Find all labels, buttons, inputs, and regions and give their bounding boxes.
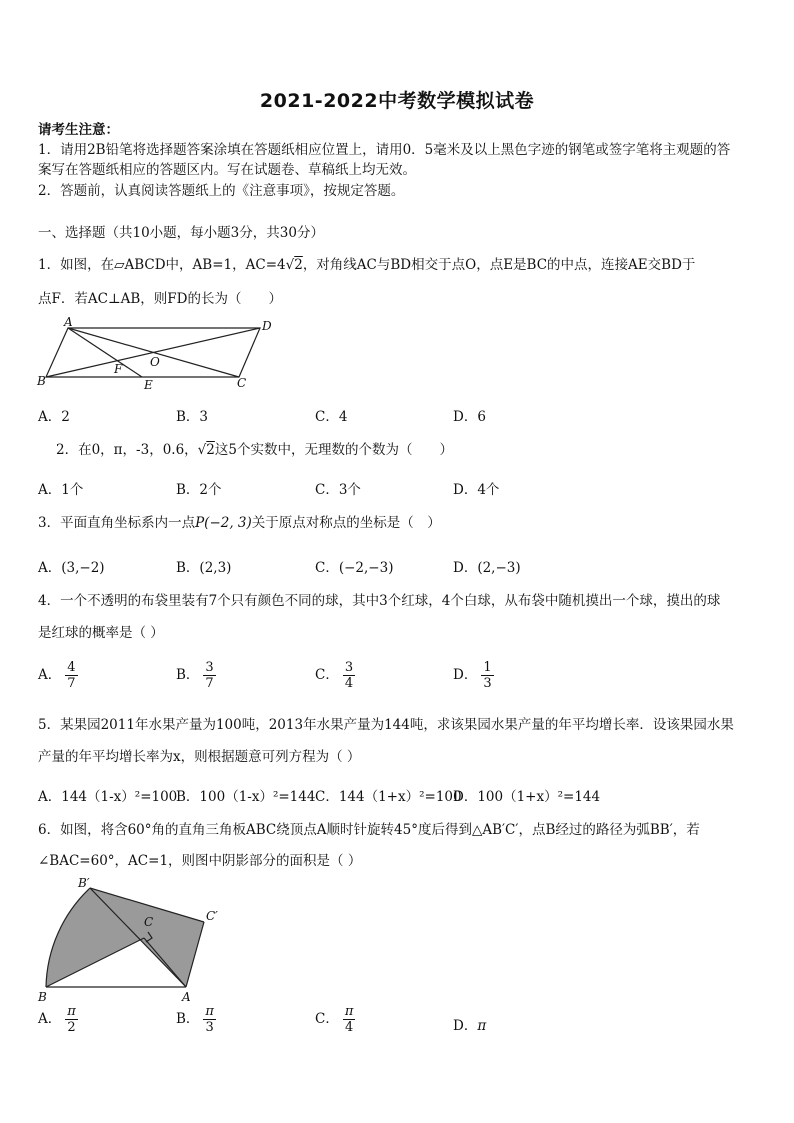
q2-option-a[interactable]: A．1个 [38,482,84,498]
label-B: B [37,374,46,388]
option-letter: D． [453,667,478,683]
label-O: O [150,355,160,369]
question-1-text-b: ，对角线AC与BD相交于点O，点E是BC的中点，连接AE交BD于 [302,257,696,273]
option-letter: D． [453,560,478,576]
q1-option-a[interactable]: A．2 [38,409,70,425]
option-value: (2,3) [199,560,232,576]
question-2-text-b: 这5个实数中，无理数的个数为（ ） [214,442,453,458]
fraction-numerator: π [67,1004,76,1019]
option-letter: A． [38,1011,62,1027]
fraction-numerator: 1 [483,660,492,675]
parallelogram-diagram [34,314,284,394]
question-4-line-2: 是红球的概率是（ ） [38,625,164,641]
question-5-line-1: 5．某果园2011年水果产量为100吨，2013年水果产量为144吨，求该果园水果产量的年平均增长率．设该果园水果 [38,717,734,733]
section-heading: 一、选择题（共10小题，每小题3分，共30分） [38,225,324,241]
label-C: C [237,376,247,390]
question-2 [56,441,453,459]
question-6-line-1: 6．如图，将含60°角的直角三角板ABC绕顶点A顺时针旋转45°度后得到△AB′C′，点B经过的路径为弧BB′，若 [38,822,700,838]
option-letter: A． [38,560,62,576]
question-1-text-a: 1．如图，在▱ABCD中，AB=1，AC=4 [38,257,286,273]
option-letter: C． [315,667,339,683]
notice-heading: 请考生注意： [38,122,119,138]
question-3 [38,514,441,532]
fraction-numerator: 3 [344,660,354,675]
sqrt-symbol: √ [197,442,207,458]
fraction [65,660,77,691]
option-value: (3,−2) [61,560,105,576]
sqrt-radicand: 2 [206,442,215,458]
q6-option-c[interactable] [315,1004,355,1035]
label-B-prime: B′ [78,876,90,890]
option-letter: C． [315,1011,339,1027]
fraction [481,660,493,691]
q5-option-c[interactable]: C．144（1+x）²=100 [315,789,462,805]
q1-option-d[interactable]: D．6 [453,409,486,425]
question-5-line-2: 产量的年平均增长率为x，则根据题意可列方程为（ ） [38,749,361,765]
question-6-line-2: ∠BAC=60°，AC=1，则图中阴影部分的面积是（ ） [38,853,362,869]
label-C-prime: C′ [206,909,218,923]
q4-option-a[interactable] [38,660,78,691]
q3-option-c[interactable] [315,556,393,576]
fraction-denominator: 7 [67,676,76,691]
fraction [203,660,215,691]
q5-option-d[interactable]: D．100（1+x）²=144 [453,789,601,805]
notice-item-2: 2．答题前，认真阅读答题纸上的《注意事项》，按规定答题。 [38,183,405,199]
q2-option-c[interactable]: C．3个 [315,482,361,498]
q6-option-d[interactable] [453,1014,486,1034]
fraction-denominator: 3 [205,1020,214,1035]
fraction [65,1004,78,1035]
rotated-triangle-diagram [34,872,234,1004]
q3-option-b[interactable] [176,556,231,576]
label-F: F [114,362,123,376]
q1-option-b[interactable]: B．3 [176,409,209,425]
option-letter: B． [176,667,200,683]
fraction [203,1004,216,1035]
fraction [343,660,355,691]
q2-option-b[interactable]: B．2个 [176,482,222,498]
question-1-line-2: 点F．若AC⊥AB，则FD的长为（ ） [38,291,283,307]
fraction [343,1004,356,1035]
question-1-line-1 [38,256,695,274]
fraction-numerator: 3 [205,660,214,675]
question-2-text-a: 2．在0，π，-3，0.6， [56,442,198,458]
point-p: P(−2, 3) [195,515,252,531]
q4-option-b[interactable] [176,660,216,691]
option-letter: B． [176,1011,200,1027]
option-letter: C． [315,560,339,576]
sqrt-radicand: 2 [294,257,303,273]
option-letter: B． [176,560,200,576]
fraction-denominator: 3 [483,676,492,691]
q4-option-d[interactable] [453,660,494,691]
option-value: π [477,1018,487,1034]
fraction-numerator: 4 [67,660,76,675]
question-3-text-a: 3．平面直角坐标系内一点 [38,515,196,531]
page-title: 2021-2022中考数学模拟试卷 [259,90,535,112]
option-value: (2,−3) [477,560,521,576]
option-letter: A． [38,667,62,683]
question-3-text-b: 关于原点对称点的坐标是（ ） [251,515,441,531]
label-A: A [182,990,191,1004]
notice-item-1-line-2: 案写在答题纸相应的答题区内。写在试题卷、草稿纸上均无效。 [38,162,416,178]
option-value: (−2,−3) [338,560,394,576]
q3-option-d[interactable] [453,556,521,576]
fraction-denominator: 4 [344,676,354,691]
fraction-denominator: 7 [205,676,214,691]
question-4-line-1: 4．一个不透明的布袋里装有7个只有颜色不同的球，其中3个红球，4个白球，从布袋中随机摸出一个球，摸出的球 [38,593,721,609]
label-E: E [144,378,153,392]
label-D: D [262,319,272,333]
q6-option-a[interactable] [38,1004,78,1035]
label-C: C [144,915,154,929]
q5-option-a[interactable]: A．144（1-x）²=100 [38,789,178,805]
label-B: B [38,990,47,1004]
q1-option-c[interactable]: C．4 [315,409,348,425]
fraction-denominator: 2 [67,1020,76,1035]
sqrt-symbol: √ [285,257,295,273]
q2-option-d[interactable]: D．4个 [453,482,500,498]
q4-option-c[interactable] [315,660,355,691]
q3-option-a[interactable] [38,556,105,576]
notice-item-1-line-1: 1．请用2B铅笔将选择题答案涂填在答题纸相应位置上，请用0．5毫米及以上黑色字迹的钢笔或签字笔将主观题的答 [38,142,731,158]
label-A: A [64,315,73,329]
fraction-denominator: 4 [344,1020,354,1035]
fraction-numerator: π [344,1004,354,1019]
fraction-numerator: π [205,1004,214,1019]
q6-option-b[interactable] [176,1004,216,1035]
option-letter: D． [453,1018,478,1034]
q5-option-b[interactable]: B．100（1-x）²=144 [176,789,316,805]
